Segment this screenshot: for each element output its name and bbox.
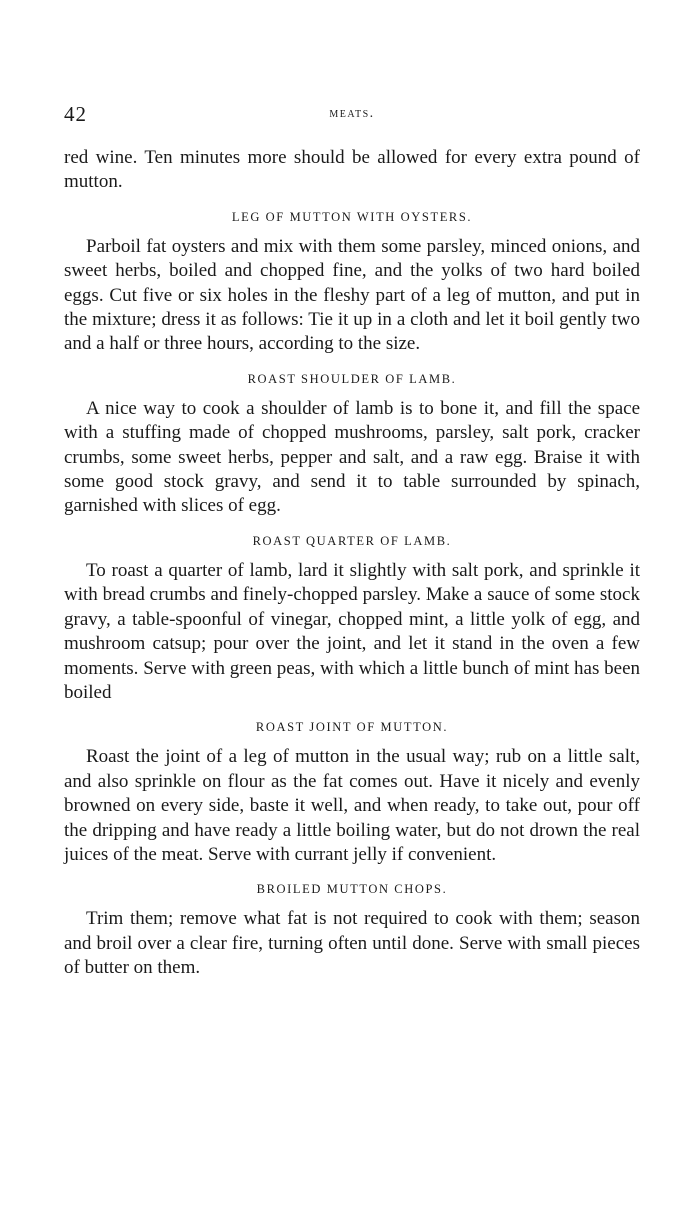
section-heading-roast-quarter-of-lamb: ROAST QUARTER OF LAMB. — [252, 533, 452, 548]
body-text — [64, 146, 640, 981]
recipe-paragraph-roast-shoulder-of-lamb: A nice way to cook a shoulder of lamb is to bone it, and fill the space with a stuffing made of chopped mushrooms, parsley, salt pork, cracker crumbs, some sweet herbs, pepper and salt, and a raw egg. Braise it with some good stock gravy, and send it to table surrounded by spinach, garnished with slices of egg. — [64, 397, 640, 517]
section-heading-roast-joint-of-mutton: ROAST JOINT OF MUTTON. — [255, 720, 449, 735]
running-head — [64, 102, 640, 132]
section-heading-broiled-mutton-chops: BROILED MUTTON CHOPS. — [256, 882, 448, 897]
recipe-paragraph-leg-of-mutton-with-oysters: Parboil fat oysters and mix with them some parsley, minced onions, and sweet herbs, boiled and chopped fine, and the yolks of two hard boiled eggs. Cut five or six holes in the fleshy part of a leg of mutton, and put in the mixture; dress it as follows: Tie it up in a cloth and let it boil gently two and a half or three hours, according to the size. — [64, 235, 640, 355]
continuation-paragraph: red wine. Ten minutes more should be allowed for every extra pound of mutton. — [64, 147, 640, 193]
recipe-paragraph-roast-joint-of-mutton: Roast the joint of a leg of mutton in the usual way; rub on a little salt, and also sprinkle on flour as the fat comes out. Have it nicely and evenly browned on every side, baste it well, and when ready, to take out, pour off the dripping and have ready a little boiling water, but do not drown the real juices of the meat. Serve with currant jelly if convenient. — [64, 746, 640, 865]
recipe-paragraph-roast-quarter-of-lamb: To roast a quarter of lamb, lard it slightly with salt pork, and sprinkle it with bread crumbs and finely-chopped parsley. Make a sauce of some stock gravy, a table-spoonful of vinegar, chopped mint, a little yolk of egg, and mushroom catsup; pour over the joint, and let it stand in the oven a few moments. Serve with green peas, with which a little bunch of mint has been boiled — [64, 559, 640, 703]
section-heading-leg-of-mutton-with-oysters: LEG OF MUTTON WITH OYSTERS. — [231, 209, 473, 224]
page-number: 42 — [64, 102, 87, 126]
running-title: meats. — [329, 106, 375, 121]
recipe-paragraph-broiled-mutton-chops: Trim them; remove what fat is not required to cook with them; season and broil over a clear fire, turning often until done. Serve with small pieces of butter on them. — [64, 908, 640, 979]
section-heading-roast-shoulder-of-lamb: ROAST SHOULDER OF LAMB. — [247, 371, 457, 386]
